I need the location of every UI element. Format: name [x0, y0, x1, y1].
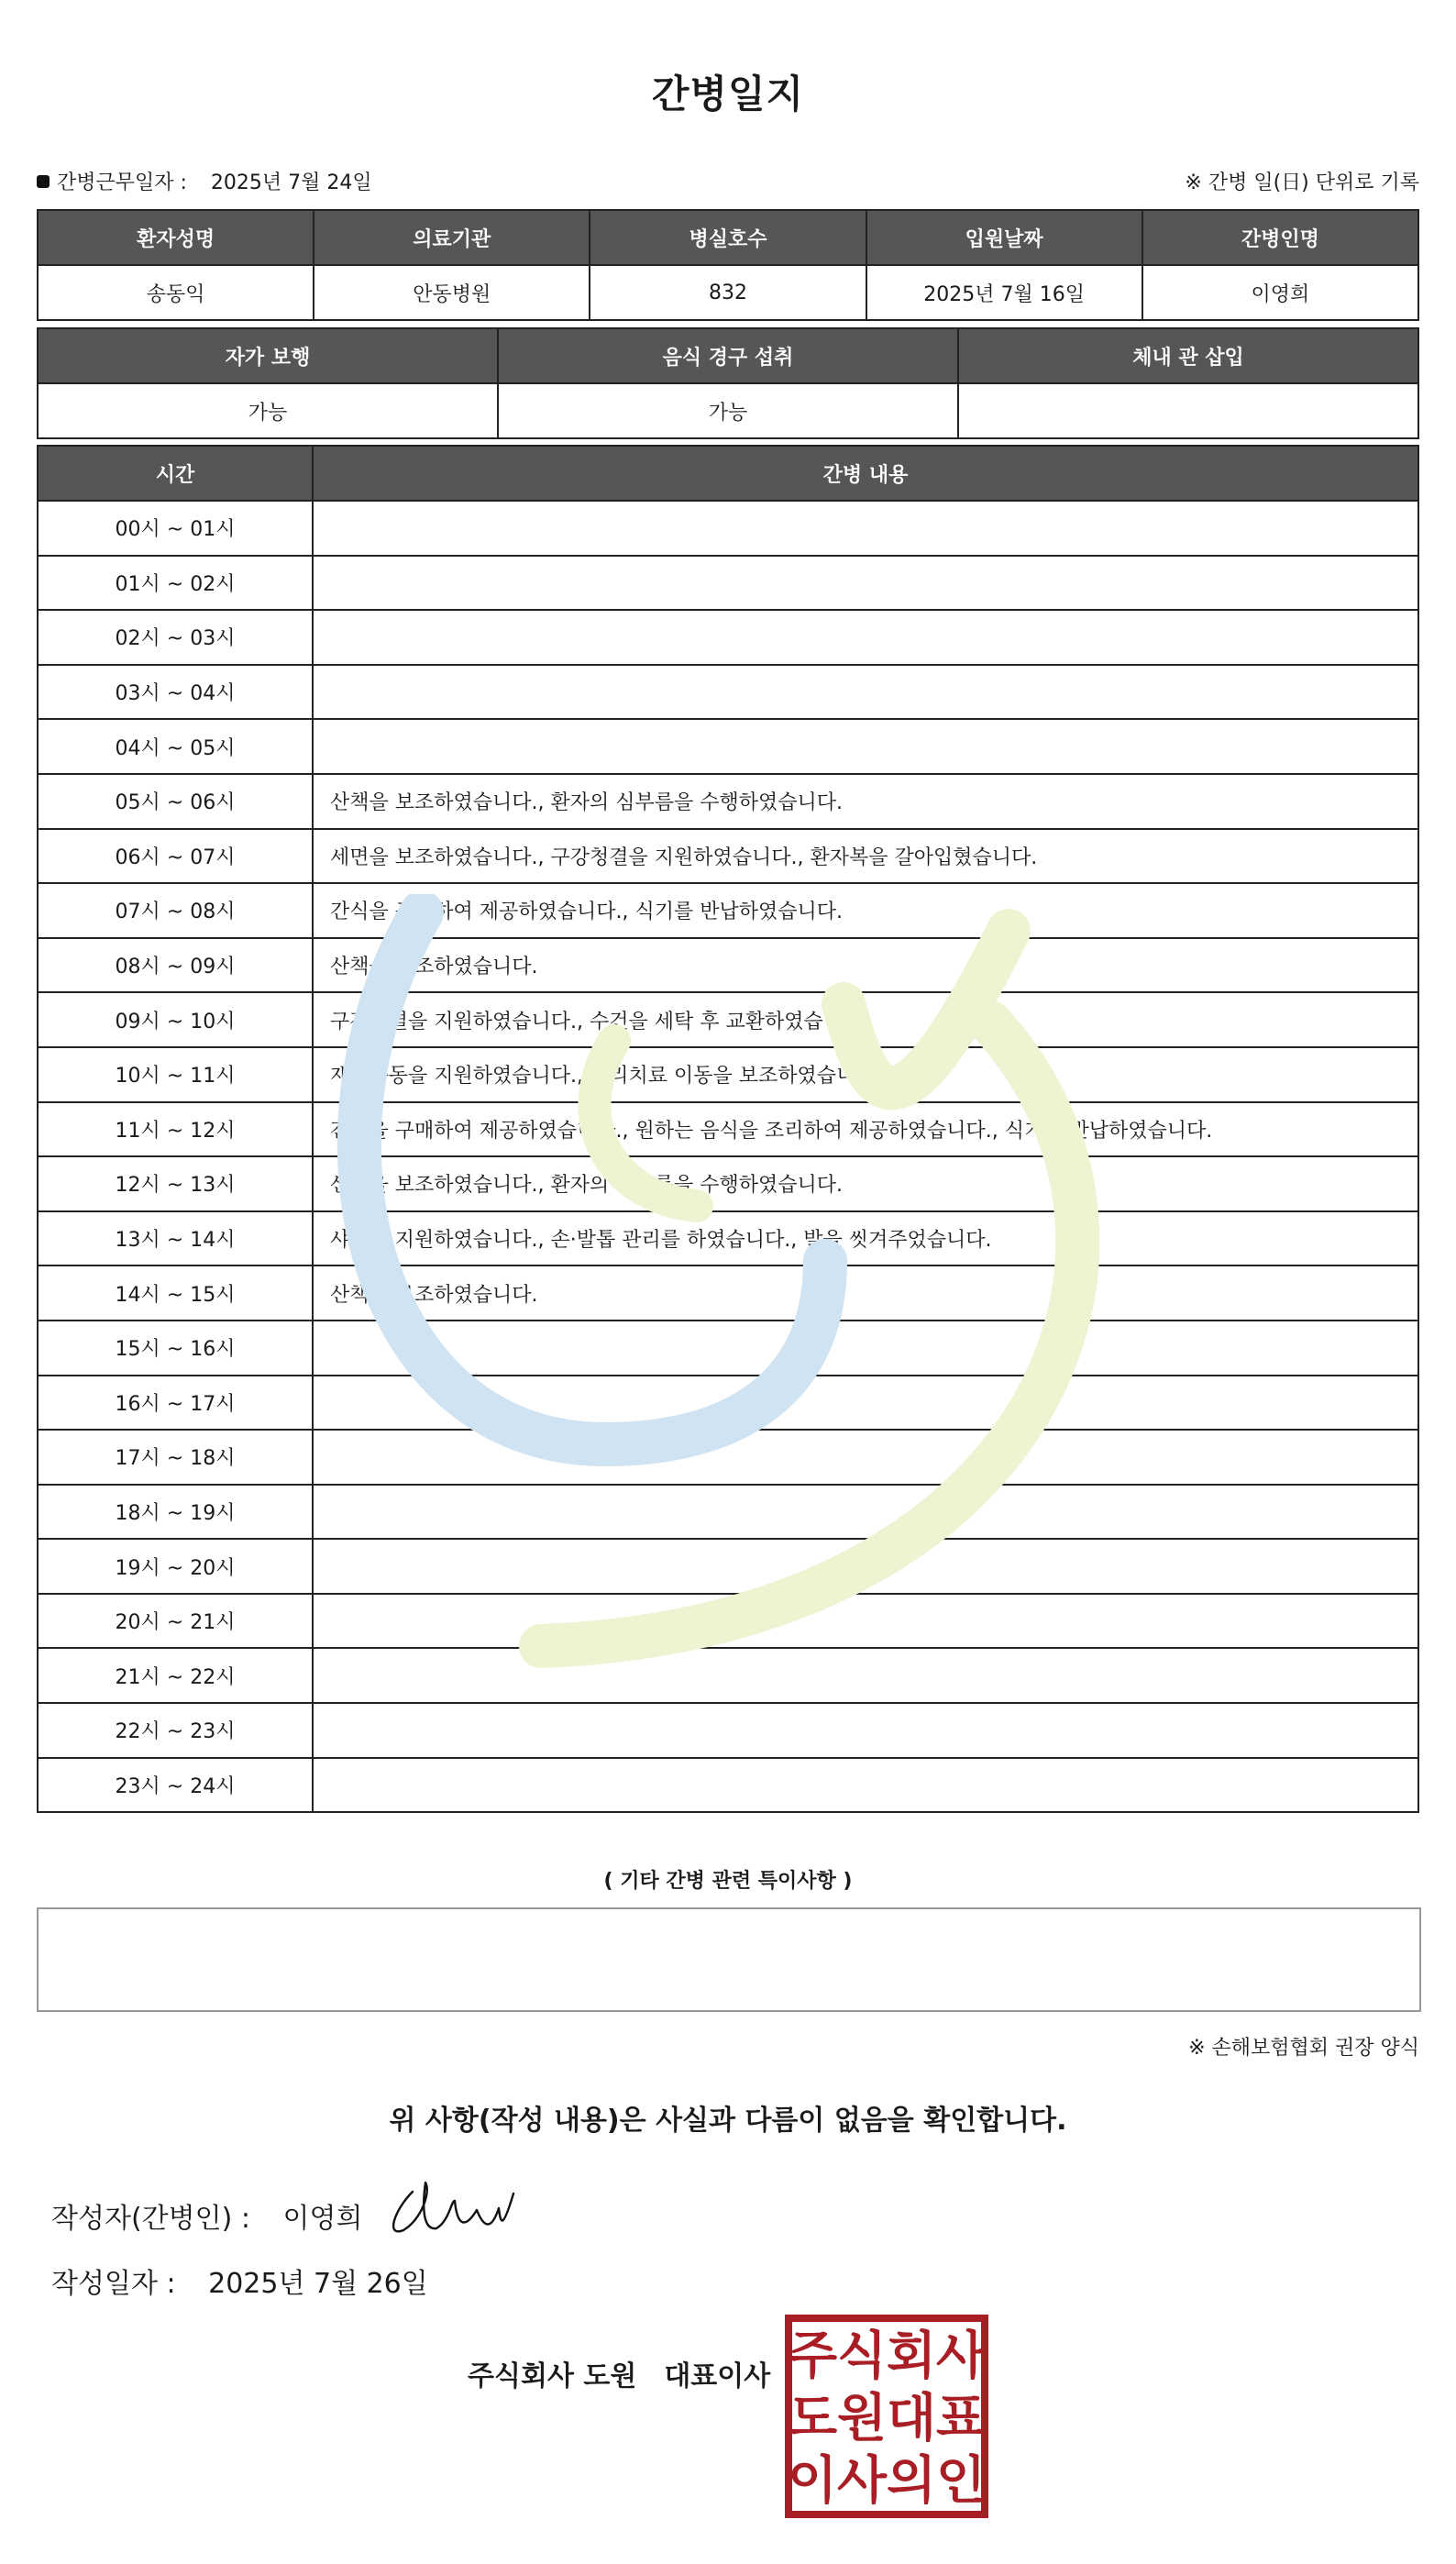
log-content: 샤워를 지원하였습니다., 손·발톱 관리를 하였습니다., 발을 씻겨주었습니다.: [313, 1211, 1418, 1266]
work-date-label: 간병근무일자 :: [57, 171, 187, 194]
log-content: [313, 665, 1418, 720]
log-row: [38, 992, 1418, 1047]
seal-glyph: 회: [886, 2326, 937, 2386]
log-time: 07시 ~ 08시: [38, 883, 313, 938]
admission-date: 2025년 7월 16일: [866, 265, 1142, 320]
log-row: [38, 1703, 1418, 1758]
log-row: [38, 1211, 1418, 1266]
header-hospital: 의료기관: [314, 210, 590, 265]
recommend-note: ※ 손해보험협회 권장 양식: [1188, 2037, 1419, 2060]
log-row: [38, 1485, 1418, 1540]
signature-icon: [385, 2173, 532, 2247]
write-date-line: [51, 2260, 428, 2301]
self-walking: 가능: [38, 383, 498, 438]
log-time: 02시 ~ 03시: [38, 610, 313, 665]
seal-glyph: 인: [935, 2451, 987, 2511]
log-row: [38, 1265, 1418, 1321]
seal-glyph: 식: [836, 2326, 888, 2386]
seal-glyph: 표: [935, 2389, 987, 2448]
log-row: [38, 719, 1418, 774]
log-content: [313, 1539, 1418, 1594]
log-time: 18시 ~ 19시: [38, 1485, 313, 1540]
company-line: [468, 2353, 770, 2393]
header-tube-insertion: 체내 관 삽입: [958, 328, 1418, 383]
log-time: 06시 ~ 07시: [38, 829, 313, 884]
log-content: 산책을 보조하였습니다.: [313, 1265, 1418, 1321]
header-self-walking: 자가 보행: [38, 328, 498, 383]
header-time: 시간: [38, 446, 313, 501]
header-oral-intake: 음식 경구 섭취: [498, 328, 958, 383]
log-content: [313, 1430, 1418, 1485]
log-row: [38, 1648, 1418, 1703]
writer-line: [51, 2195, 362, 2236]
log-content: 간식을 구매하여 제공하였습니다., 원하는 음식을 조리하여 제공하였습니다., 식기를 반납하였습니다.: [313, 1102, 1418, 1157]
log-time: 11시 ~ 12시: [38, 1102, 313, 1157]
patient-name: 송동익: [38, 265, 314, 320]
log-time: 08시 ~ 09시: [38, 938, 313, 993]
notes-title: ( 기타 간병 관련 특이사항 ): [603, 1870, 853, 1893]
company-rep: 대표이사: [664, 2360, 771, 2393]
log-row: [38, 610, 1418, 665]
log-row: [38, 883, 1418, 938]
hospital: 안동병원: [314, 265, 590, 320]
notes-box: [37, 1907, 1421, 2012]
log-time: 16시 ~ 17시: [38, 1376, 313, 1431]
log-row: [38, 1430, 1418, 1485]
log-row: [38, 501, 1418, 556]
log-time: 13시 ~ 14시: [38, 1211, 313, 1266]
log-row: [38, 1539, 1418, 1594]
log-row: [38, 938, 1418, 993]
log-time: 15시 ~ 16시: [38, 1321, 313, 1376]
patient-status-table: [37, 327, 1419, 439]
status-value-row: [38, 383, 1418, 438]
log-row: [38, 1102, 1418, 1157]
log-header-row: [38, 446, 1418, 501]
log-row: [38, 1156, 1418, 1211]
log-row: [38, 774, 1418, 829]
status-header-row: [38, 328, 1418, 383]
info-value-row: [38, 265, 1418, 320]
caregiver-name: 이영희: [1142, 265, 1418, 320]
log-content: [313, 1321, 1418, 1376]
log-row: [38, 1594, 1418, 1649]
log-content: 산책을 보조하였습니다., 환자의 심부름을 수행하였습니다.: [313, 774, 1418, 829]
seal-glyph: 의: [886, 2451, 937, 2511]
log-row: [38, 1047, 1418, 1102]
room-number: 832: [590, 265, 866, 320]
work-date: [37, 167, 372, 195]
seal-glyph: 원: [836, 2389, 888, 2448]
company-seal-icon: [785, 2315, 988, 2518]
log-time: 22시 ~ 23시: [38, 1703, 313, 1758]
write-date-label: 작성일자 :: [51, 2268, 176, 2300]
writer-name: 이영희: [282, 2203, 363, 2235]
unit-note: ※ 간병 일(日) 단위로 기록: [1185, 171, 1419, 194]
log-content: 간식을 구매하여 제공하였습니다., 식기를 반납하였습니다.: [313, 883, 1418, 938]
writer-label: 작성자(간병인) :: [51, 2203, 250, 2235]
oral-intake: 가능: [498, 383, 958, 438]
log-content: [313, 1485, 1418, 1540]
seal-glyph: 이: [787, 2451, 838, 2511]
log-content: 산책을 보조하였습니다., 환자의 심부름을 수행하였습니다.: [313, 1156, 1418, 1211]
header-room: 병실호수: [590, 210, 866, 265]
log-content: [313, 1758, 1418, 1813]
log-time: 05시 ~ 06시: [38, 774, 313, 829]
log-time: 01시 ~ 02시: [38, 556, 313, 611]
log-time: 04시 ~ 05시: [38, 719, 313, 774]
log-time: 09시 ~ 10시: [38, 992, 313, 1047]
log-content: [313, 501, 1418, 556]
document-title: 간병일지: [651, 72, 805, 116]
work-date-value: 2025년 7월 24일: [210, 171, 372, 194]
patient-info-table: [37, 209, 1419, 321]
log-row: [38, 665, 1418, 720]
tube-insertion: [958, 383, 1418, 438]
header-patient-name: 환자성명: [38, 210, 314, 265]
bullet-square-icon: [37, 175, 50, 188]
care-log-table: [37, 445, 1419, 1813]
log-content: [313, 1648, 1418, 1703]
log-content: 세면을 보조하였습니다., 구강청결을 지원하였습니다., 환자복을 갈아입혔습니다.: [313, 829, 1418, 884]
log-time: 23시 ~ 24시: [38, 1758, 313, 1813]
info-header-row: [38, 210, 1418, 265]
log-content: [313, 1376, 1418, 1431]
log-time: 20시 ~ 21시: [38, 1594, 313, 1649]
log-content: [313, 1703, 1418, 1758]
log-time: 19시 ~ 20시: [38, 1539, 313, 1594]
log-time: 14시 ~ 15시: [38, 1265, 313, 1321]
seal-glyph: 사: [935, 2326, 987, 2386]
log-content: [313, 610, 1418, 665]
log-content: 구강청결을 지원하였습니다., 수건을 세탁 후 교환하였습니다.: [313, 992, 1418, 1047]
meta-row: [37, 167, 1419, 200]
log-content: [313, 1594, 1418, 1649]
confirmation-statement: 위 사항(작성 내용)은 사실과 다름이 없음을 확인합니다.: [389, 2105, 1067, 2137]
write-date: 2025년 7월 26일: [208, 2268, 428, 2300]
log-row: [38, 1321, 1418, 1376]
log-time: 03시 ~ 04시: [38, 665, 313, 720]
log-content: 재활운동을 지원하였습니다., 물리치료 이동을 보조하였습니다.: [313, 1047, 1418, 1102]
log-row: [38, 829, 1418, 884]
log-time: 10시 ~ 11시: [38, 1047, 313, 1102]
header-admission-date: 입원날짜: [866, 210, 1142, 265]
log-content: 산책을 보조하였습니다.: [313, 938, 1418, 993]
seal-glyph: 주: [787, 2326, 838, 2386]
seal-glyph: 사: [836, 2451, 888, 2511]
header-caregiver: 간병인명: [1142, 210, 1418, 265]
company-name: 주식회사 도원: [468, 2360, 637, 2393]
log-time: 12시 ~ 13시: [38, 1156, 313, 1211]
header-care-content: 간병 내용: [313, 446, 1418, 501]
seal-glyph: 대: [886, 2389, 937, 2448]
log-row: [38, 1758, 1418, 1813]
log-time: 21시 ~ 22시: [38, 1648, 313, 1703]
log-time: 00시 ~ 01시: [38, 501, 313, 556]
log-time: 17시 ~ 18시: [38, 1430, 313, 1485]
log-content: [313, 719, 1418, 774]
log-body: [38, 501, 1418, 1812]
log-content: [313, 556, 1418, 611]
log-row: [38, 1376, 1418, 1431]
seal-glyph: 도: [787, 2389, 838, 2448]
log-row: [38, 556, 1418, 611]
